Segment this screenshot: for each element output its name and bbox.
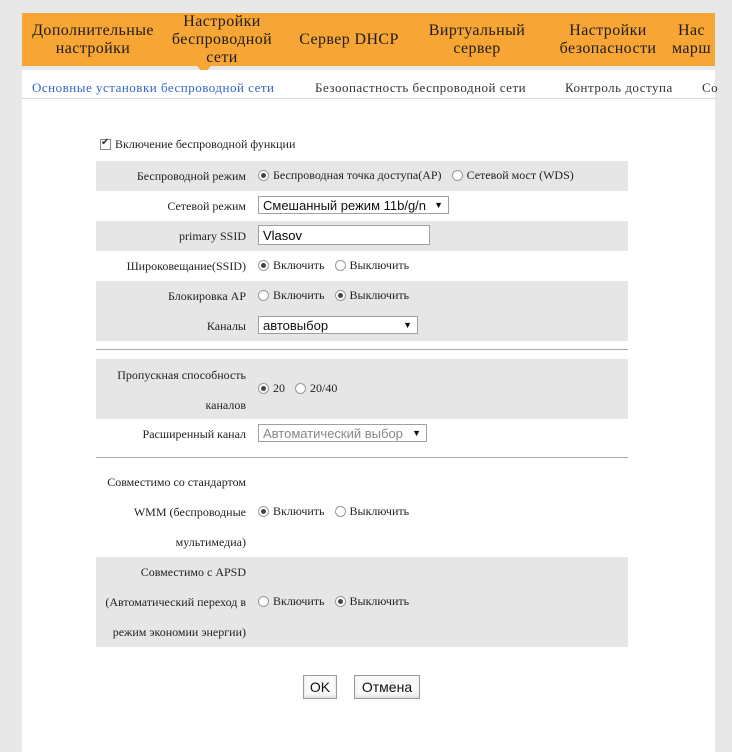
radio-icon[interactable] (335, 506, 346, 517)
subtab-basic-wireless[interactable]: Основные установки беспроводной сети (32, 80, 275, 95)
ext-channel-label: Расширенный канал (142, 427, 246, 441)
wireless-mode-label: Беспроводной режим (136, 169, 246, 183)
ap-isolation-enable-option[interactable] (258, 288, 325, 303)
wmm-disable-label: Выключить (349, 503, 410, 518)
radio-selected-icon[interactable] (258, 383, 269, 394)
wmm-label-line3: мультимедиа) (175, 535, 246, 549)
ssid-input[interactable] (258, 225, 430, 245)
ext-channel-value: Автоматический выбор (263, 425, 403, 441)
radio-icon[interactable] (335, 260, 346, 271)
radio-selected-icon[interactable] (258, 170, 269, 181)
ap-isolation-label: Блокировка AP (168, 289, 246, 303)
network-mode-row (96, 191, 628, 221)
sub-navigation (22, 70, 719, 99)
broadcast-ssid-row (96, 251, 628, 281)
enable-wireless-checkbox[interactable] (100, 139, 111, 150)
top-navigation (22, 13, 715, 66)
wireless-mode-wds-label: Сетевой мост (WDS) (466, 167, 574, 182)
apsd-enable-label: Включить (273, 593, 325, 608)
subtab-access-control[interactable]: Контроль доступа (565, 80, 673, 95)
wmm-row (96, 467, 628, 557)
nav-tab-routing[interactable]: Нас марш (672, 21, 712, 57)
apsd-label-line3: режим экономии энергии) (112, 625, 246, 639)
bandwidth-20-option[interactable] (258, 381, 285, 396)
bandwidth-row (96, 359, 628, 419)
apsd-label-line1: Совместимо с APSD (140, 565, 246, 579)
channel-select[interactable] (258, 316, 418, 334)
bandwidth-label-line2: каналов (205, 398, 246, 412)
radio-icon[interactable] (258, 290, 269, 301)
broadcast-disable-option[interactable] (335, 258, 410, 273)
ap-isolation-enable-label: Включить (273, 287, 325, 302)
ok-button[interactable]: OK (303, 675, 337, 699)
nav-tab-wireless-settings[interactable]: Настройки беспроводной сети (171, 12, 273, 66)
apsd-row (96, 557, 628, 647)
subtab-more[interactable]: Со (702, 80, 719, 95)
ap-isolation-channel-block (96, 281, 628, 341)
subtab-wireless-security[interactable]: Безоопастность беспроводной сети (315, 80, 527, 95)
radio-selected-icon[interactable] (335, 290, 346, 301)
network-mode-label: Сетевой режим (167, 199, 246, 213)
wmm-label-line1: Совместимо со стандартом (107, 475, 246, 489)
section-divider (96, 457, 628, 458)
apsd-label-line2: (Автоматический переход в (105, 595, 246, 609)
broadcast-enable-option[interactable] (258, 258, 325, 273)
cancel-button[interactable]: Отмена (354, 675, 420, 699)
wireless-mode-ap-label: Беспроводная точка доступа(AP) (273, 167, 442, 182)
enable-wireless-label: Включение беспроводной функции (115, 137, 296, 151)
radio-selected-icon[interactable] (335, 596, 346, 607)
radio-icon[interactable] (295, 383, 306, 394)
ext-channel-select[interactable] (258, 424, 427, 442)
broadcast-enable-label: Включить (273, 257, 325, 272)
apsd-disable-label: Выключить (349, 593, 410, 608)
network-mode-value: Смешанный режим 11b/g/n (263, 197, 427, 213)
dropdown-arrow-icon: ▼ (403, 320, 412, 330)
ssid-row (96, 221, 628, 251)
bandwidth-label-line1: Пропускная способность (117, 368, 246, 382)
enable-wireless-row (100, 137, 295, 152)
wmm-disable-option[interactable] (335, 504, 410, 519)
nav-tab-security-settings[interactable]: Настройки безопасности (559, 21, 657, 57)
channel-value: автовыбор (263, 317, 329, 333)
ap-isolation-disable-option[interactable] (335, 288, 410, 303)
wireless-mode-wds-option[interactable] (452, 168, 574, 183)
radio-icon[interactable] (258, 596, 269, 607)
bandwidth-20-label: 20 (273, 380, 285, 395)
ext-channel-row (96, 419, 628, 449)
ssid-label: primary SSID (179, 229, 246, 243)
apsd-enable-option[interactable] (258, 594, 325, 609)
wmm-enable-label: Включить (273, 503, 325, 518)
section-divider (96, 349, 628, 350)
radio-selected-icon[interactable] (258, 260, 269, 271)
wireless-mode-row (96, 161, 628, 191)
wireless-mode-ap-option[interactable] (258, 168, 442, 183)
wmm-label-line2: WMM (беспроводные (133, 505, 246, 519)
dropdown-arrow-icon: ▼ (412, 428, 421, 438)
nav-tab-virtual-server[interactable]: Виртуальный сервер (428, 21, 526, 57)
broadcast-ssid-label: Широковещание(SSID) (126, 259, 246, 273)
wmm-enable-option[interactable] (258, 504, 325, 519)
apsd-disable-option[interactable] (335, 594, 410, 609)
nav-tab-advanced-settings[interactable]: Дополнительные настройки (32, 21, 154, 57)
radio-icon[interactable] (452, 170, 463, 181)
network-mode-select[interactable] (258, 196, 449, 214)
bandwidth-2040-option[interactable] (295, 381, 337, 396)
broadcast-disable-label: Выключить (349, 257, 410, 272)
bandwidth-2040-label: 20/40 (310, 380, 338, 395)
dropdown-arrow-icon: ▼ (434, 200, 443, 210)
nav-tab-dhcp-server[interactable]: Сервер DHCP (299, 30, 399, 48)
channel-label: Каналы (206, 319, 246, 333)
radio-selected-icon[interactable] (258, 506, 269, 517)
ap-isolation-disable-label: Выключить (349, 287, 410, 302)
